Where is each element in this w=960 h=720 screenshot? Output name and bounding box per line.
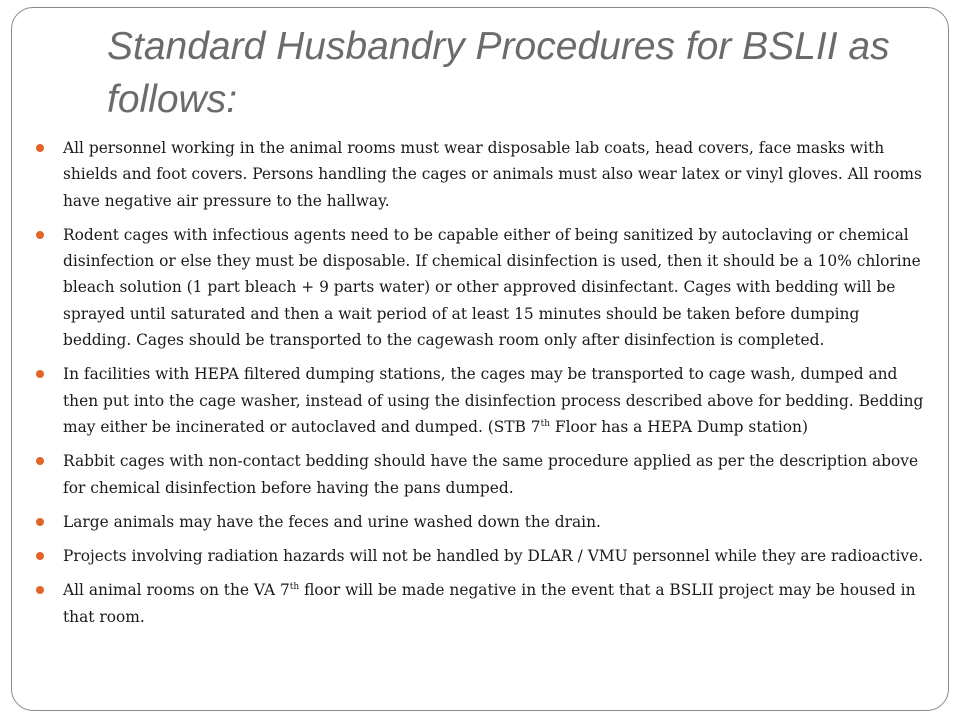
bullet-text: Large animals may have the feces and urine washed down the drain. <box>63 512 601 531</box>
bullet-list <box>36 135 931 638</box>
bullet-item-ppe <box>36 135 931 214</box>
bullet-marker <box>36 552 44 560</box>
bullet-text <box>63 581 916 625</box>
bullet-item-va-rooms <box>36 577 931 630</box>
bullet-text-end: Floor has a HEPA Dump station) <box>550 417 808 436</box>
bullet-marker <box>36 370 44 378</box>
bullet-text-end: floor will be made negative in the event that a BSLII project may be housed in that room. <box>63 581 916 626</box>
bullet-item-hepa-dumping <box>36 361 931 440</box>
bullet-item-radiation <box>36 543 931 569</box>
bullet-text: Rodent cages with infectious agents need to be capable either of being sanitized by autoclaving or chemical disinfection or else they must be disposable. If chemical disinfection is used, then it should be a 10% chlorine bleach solution (1 part bleach + 9 parts water) or other approved disinfectant. Cages with bedding will be sprayed until saturated and then a wait period of at least 15 minutes should be taken before dumping bedding. Cages should be transported to the cagewash room only after disinfection is completed. <box>63 225 921 350</box>
bullet-item-large-animals <box>36 509 931 535</box>
bullet-marker <box>36 457 44 465</box>
bullet-text-start: All animal rooms on the VA 7 <box>63 581 290 600</box>
bullet-marker <box>36 231 44 239</box>
bullet-item-rodent-cages <box>36 222 931 353</box>
bullet-text: All personnel working in the animal rooms must wear disposable lab coats, head covers, face masks with shields and foot covers. Persons handling the cages or animals must also wear latex or vinyl gloves. All rooms have negative air pressure to the hallway. <box>63 139 922 210</box>
bullet-text <box>63 365 923 436</box>
bullet-item-rabbit-cages <box>36 448 931 501</box>
bullet-text: Projects involving radiation hazards will not be handled by DLAR / VMU personnel while they are radioactive. <box>63 547 924 566</box>
slide-title: Standard Husbandry Procedures for BSLII as follows: <box>107 25 890 121</box>
bullet-marker <box>36 518 44 526</box>
ordinal-suffix: th <box>540 418 550 429</box>
bullet-text: Rabbit cages with non-contact bedding should have the same procedure applied as per the description above for chemical disinfection before having the pans dumped. <box>63 452 919 497</box>
ordinal-suffix: th <box>289 582 300 593</box>
bullet-text-start: In facilities with HEPA filtered dumping stations, the cages may be transported to cage wash, dumped and then put into the cage washer, instead of using the disinfection process described above for bedding. Bedding may either be incinerated or autoclaved and dumped. (STB 7 <box>63 365 924 436</box>
bullet-marker <box>36 586 44 594</box>
bullet-marker <box>36 144 44 152</box>
